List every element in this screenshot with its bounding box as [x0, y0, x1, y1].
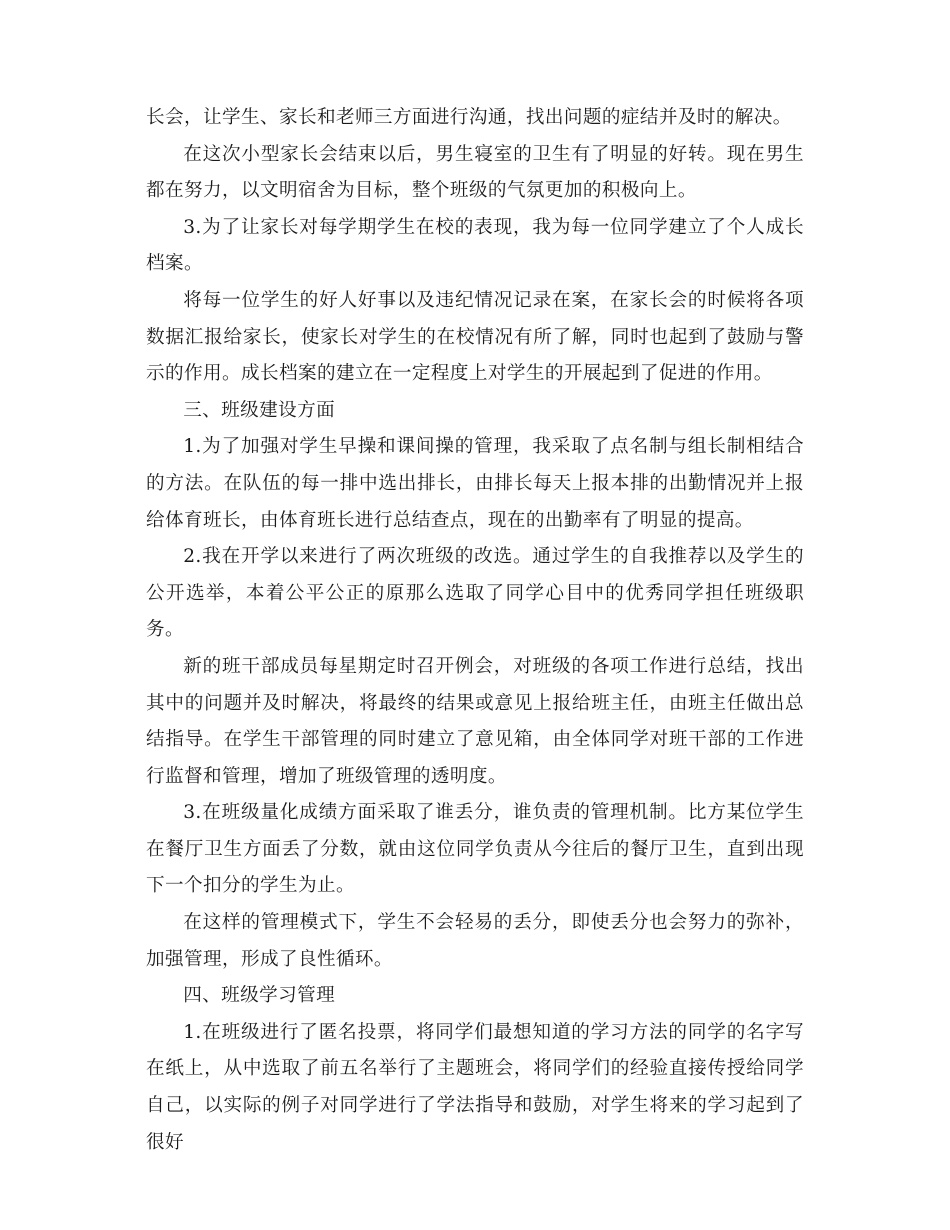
paragraph: 在这次小型家长会结束以后，男生寝室的卫生有了明显的好转。现在男生都在努力，以文明宿舍为目标，整个班级的气氛更加的积极向上。 [146, 143, 804, 202]
paragraph-continued: 长会，让学生、家长和老师三方面进行沟通，找出问题的症结并及时的解决。 [146, 107, 792, 128]
section-heading: 四、班级学习管理 [183, 985, 336, 1007]
paragraph: 3.为了让家长对每学期学生在校的表现，我为每一位同学建立了个人成长档案。 [146, 216, 804, 275]
paragraph: 1.在班级进行了匿名投票，将同学们最想知道的学习方法的同学的名字写在纸上，从中选取了前五名举行了主题班会，将同学们的经验直接传授给同学自己，以实际的例子对同学进行了学法指导和鼓励，对学生将来的学习起到了很好 [146, 1021, 804, 1153]
paragraph: 1.为了加强对学生早操和课间操的管理，我采取了点名制与组长制相结合的方法。在队伍的每一排中选出排长，由排长每天上报本排的出勤情况并上报给体育班长，由体育班长进行总结查点，现在的出勤率有了明显的提高。 [146, 436, 804, 531]
paragraph: 2.我在开学以来进行了两次班级的改选。通过学生的自我推荐以及学生的公开选举，本着公平公正的原那么选取了同学心目中的优秀同学担任班级职务。 [146, 546, 804, 641]
paragraph: 在这样的管理模式下，学生不会轻易的丢分，即使丢分也会努力的弥补，加强管理，形成了良性循环。 [146, 912, 804, 970]
paragraph: 将每一位学生的好人好事以及违纪情况记录在案，在家长会的时候将各项数据汇报给家长，使家长对学生的在校情况有所了解，同时也起到了鼓励与警示的作用。成长档案的建立在一定程度上对学生的开展起到了促进的作用。 [146, 289, 804, 385]
section-heading: 三、班级建设方面 [183, 399, 336, 421]
paragraph: 新的班干部成员每星期定时召开例会，对班级的各项工作进行总结，找出其中的问题并及时解决，将最终的结果或意见上报给班主任，由班主任做出总结指导。在学生干部管理的同时建立了意见箱，由全体同学对班干部的工作进行监督和管理，增加了班级管理的透明度。 [146, 655, 804, 787]
document-page [146, 100, 804, 1161]
paragraph: 3.在班级量化成绩方面采取了谁丢分，谁负责的管理机制。比方某位学生在餐厅卫生方面丢了分数，就由这位同学负责从今往后的餐厅卫生，直到出现下一个扣分的学生为止。 [146, 802, 804, 897]
